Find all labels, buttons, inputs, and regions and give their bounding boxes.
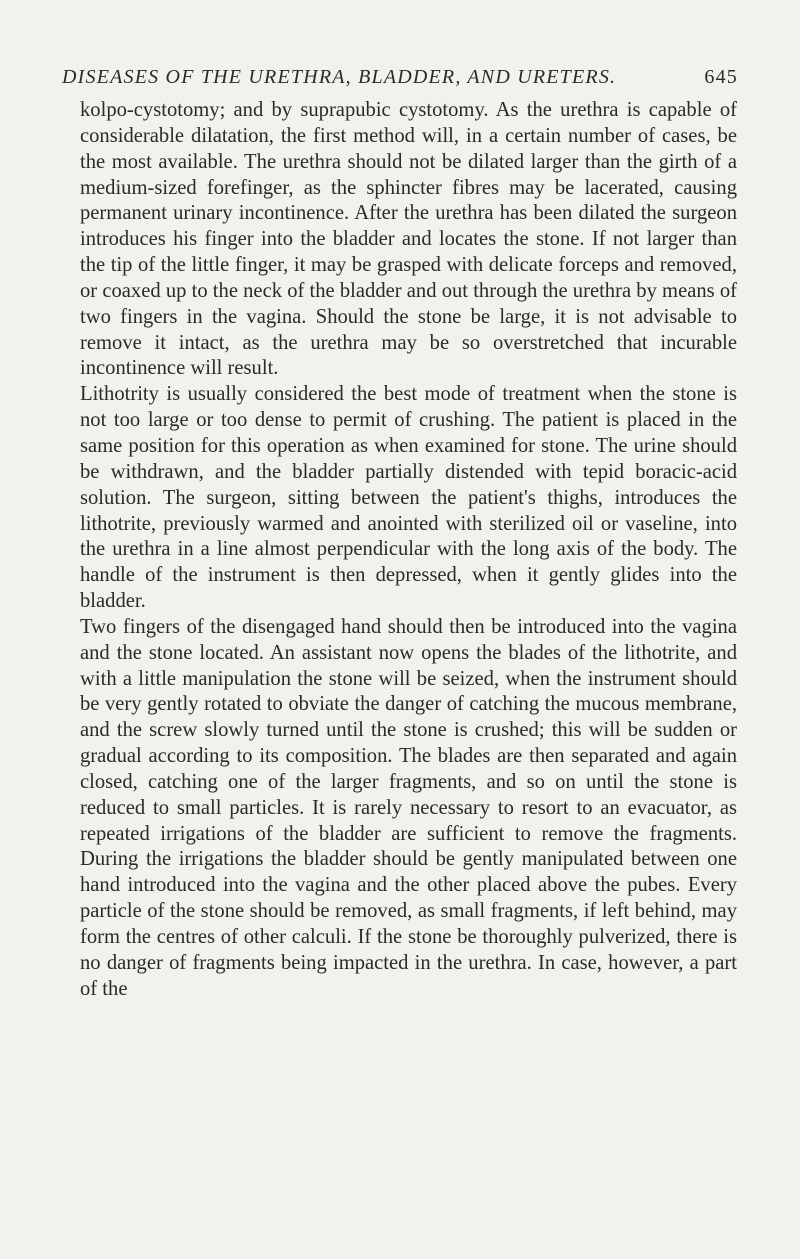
paragraph-1: kolpo-cystotomy; and by suprapubic cystotomy. As the urethra is capable of considerable dilatation, the first method will, in a certain number of cases, be the most available. The urethra should not be dilated larger than the girth of a medium-sized forefinger, as the sphincter fibres may be lacerated, causing permanent urinary incontinence. After the urethra has been dilated the surgeon introduces his finger into the bladder and locates the stone. If not larger than the tip of the little finger, it may be grasped with delicate forceps and removed, or coaxed up to the neck of the bladder and out through the urethra by means of two fingers in the vagina. Should the stone be large, it is not advisable to remove it intact, as the urethra may be so overstretched that incurable incontinence will result.	[80, 99, 737, 380]
paragraph-2: Lithotrity is usually considered the best mode of treatment when the stone is not too large or too dense to permit of crushing. The patient is placed in the same position for this operation as when examined for stone. The urine should be withdrawn, and the bladder partially distended with tepid boracic-acid solution. The surgeon, sitting between the patient's thighs, introduces the lithotrite, previously warmed and anointed with sterilized oil or vaseline, into the urethra in a line almost perpendicular with the long axis of the body. The handle of the instrument is then depressed, when it gently glides into the bladder.	[80, 383, 737, 613]
running-head	[62, 66, 738, 96]
paragraph-3: Two fingers of the disengaged hand should then be introduced into the vagina and the stone located. An assistant now opens the blades of the lithotrite, and with a little manipulation the stone will be seized, when the instrument should be very gently rotated to obviate the danger of catching the mucous membrane, and the screw slowly turned until the stone is crushed; this will be sudden or gradual according to its composition. The blades are then separated and again closed, catching one of the larger fragments, and so on until the stone is reduced to small particles. It is rarely necessary to resort to an evacuator, as repeated irrigations of the bladder are sufficient to remove the fragments. During the irrigations the bladder should be gently manipulated between one hand introduced into the vagina and the other placed above the pubes. Every particle of the stone should be removed, as small fragments, if left behind, may form the centres of other calculi. If the stone be thoroughly pulverized, there is no danger of fragments being impacted in the urethra. In case, however, a part of the	[80, 615, 737, 1000]
running-title: DISEASES OF THE URETHRA, BLADDER, AND URETERS.	[62, 66, 617, 88]
page-number: 645	[704, 66, 738, 88]
body-text	[80, 98, 737, 1003]
